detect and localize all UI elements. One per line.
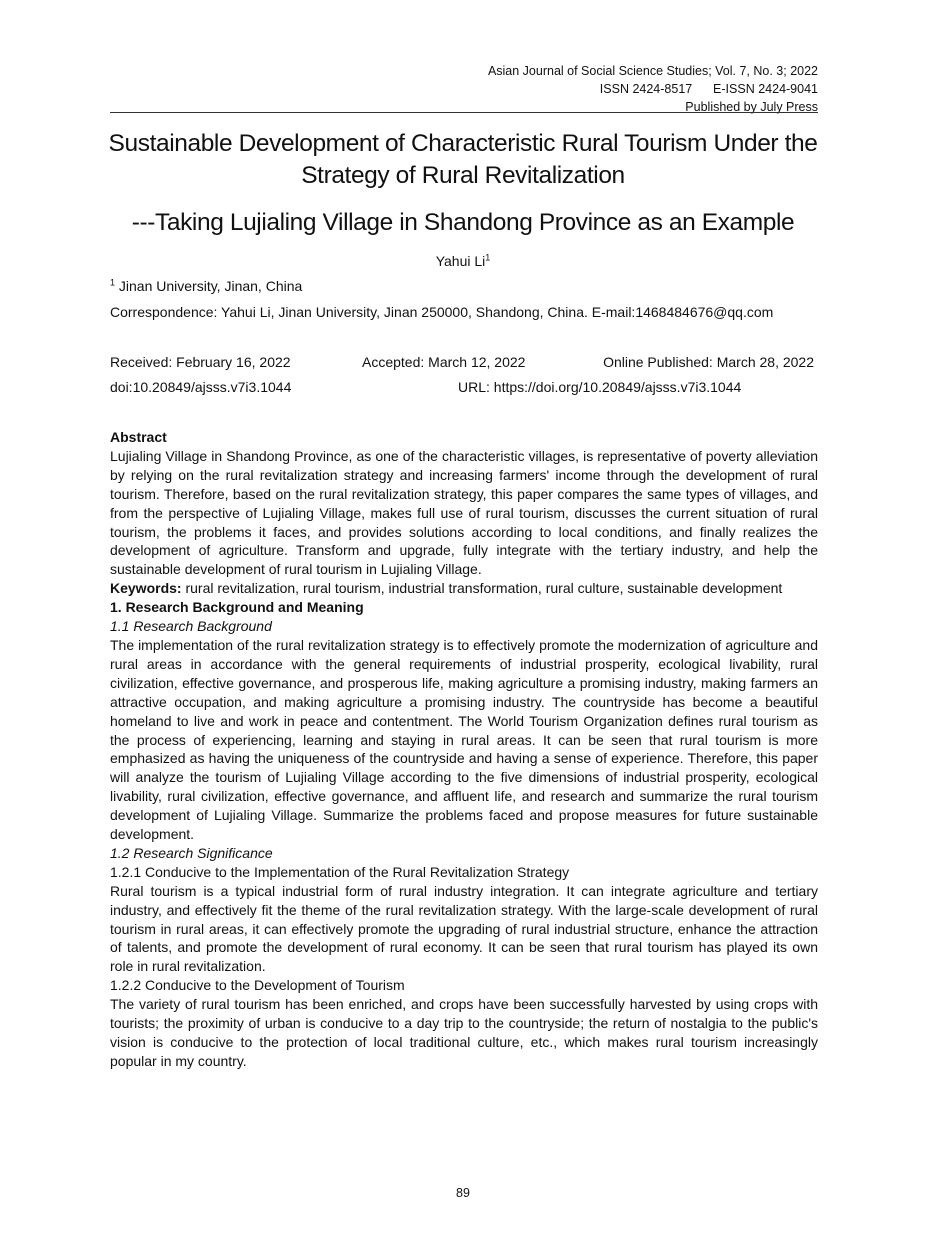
abstract-text: Lujialing Village in Shandong Province, as one of the characteristic villages, is representative of poverty alleviation by relying on the rural revitalization strategy and increasing farmers' income through the development of rural tourism. Therefore, based on the rural revitalization strategy, this paper compares the same types of villages, and from the perspective of Lujialing Village, makes full use of rural tourism, discusses the current situation of rural tourism, the problems it faces, and provides solutions according to local conditions, and finally realizes the development of agriculture. Transform and upgrade, fully integrate with the tertiary industry, and help the sustainable development of rural tourism in Lujialing Village. [110, 447, 818, 578]
section-1-2-2-text: The variety of rural tourism has been enriched, and crops have been successfully harvested by using crops with tourists; the proximity of urban is conducive to a day trip to the countryside; the return of nostalgia to the public's vision is conducive to the protection of local traditional culture, etc., which makes rural tourism increasingly popular in my country. [110, 996, 818, 1069]
keywords-text: rural revitalization, rural tourism, industrial transformation, rural culture, sustainable development [181, 580, 783, 597]
page-number: 89 [456, 1186, 470, 1200]
section-1-2-heading: 1.2 Research Significance [110, 844, 273, 861]
keywords [110, 579, 818, 598]
accepted-date: Accepted: March 12, 2022 [362, 354, 526, 370]
published-date: Online Published: March 28, 2022 [603, 354, 814, 370]
doi: doi:10.20849/ajsss.v7i3.1044 [110, 379, 292, 395]
section-1-1-heading: 1.1 Research Background [110, 618, 272, 635]
section-1-1-text: The implementation of the rural revitalization strategy is to effectively promote the modernization of agriculture and rural areas in accordance with the general requirements of industrial prosperity, ecological livability, rural civilization, effective governance, and prosperous life, making agriculture a promising industry, making farmers an attractive occupation, and making agriculture a promising industry. The countryside has become a beautiful homeland to live and work in peace and contentment. The World Tourism Organization defines rural tourism as the process of experiencing, learning and staying in rural areas. It can be seen that rural tourism is more emphasized as having the uniqueness of the countryside and having a sense of experience. Therefore, this paper will analyze the tourism of Lujialing Village according to the five dimensions of industrial prosperity, ecological livability, rural civilization, effective governance, and affluent life, and research and summarize the rural tourism development of Lujialing Village. Summarize the problems faced and propose measures for future sustainable development. [110, 636, 818, 843]
section-1-2-2-heading: 1.2.2 Conducive to the Development of Tourism [110, 977, 405, 994]
keywords-label: Keywords: [110, 580, 182, 597]
affiliation-sup: 1 [110, 277, 116, 288]
paper-title: Sustainable Development of Characteristic Rural Tourism Under the Strategy of Rural Revitalization [108, 130, 818, 189]
abstract-heading: Abstract [110, 429, 167, 445]
journal-citation: Asian Journal of Social Science Studies; Vol. 7, No. 3; 2022 [487, 64, 818, 78]
journal-issn: ISSN 2424-8517 E-ISSN 2424-9041 [599, 82, 818, 96]
author-name: Yahui Li [435, 253, 486, 269]
author [0, 253, 926, 269]
section-1-heading: 1. Research Background and Meaning [110, 599, 364, 616]
journal-header [488, 62, 818, 116]
paper-subtitle: ---Taking Lujialing Village in Shandong Province as an Example [131, 209, 795, 236]
affiliation-text: Jinan University, Jinan, China [118, 278, 303, 294]
section-1-2-1-text: Rural tourism is a typical industrial form of rural industry integration. It can integrate agriculture and tertiary industry, and effectively fit the theme of the rural revitalization strategy. With the large-scale development of rural tourism in rural areas, it can effectively promote the upgrading of rural industrial structure, enhance the attraction of talents, and promote the development of rural economy. It can be seen that rural tourism has played its own role in rural revitalization. [110, 882, 818, 975]
journal-publisher: Published by July Press [685, 100, 818, 114]
received-date: Received: February 16, 2022 [110, 354, 291, 370]
body-text [110, 428, 818, 1071]
affiliation [110, 278, 302, 294]
correspondence: Correspondence: Yahui Li, Jinan University, Jinan 250000, Shandong, China. E-mail:1468484676@qq.com [110, 304, 774, 320]
section-1-2-1-heading: 1.2.1 Conducive to the Implementation of the Rural Revitalization Strategy [110, 863, 570, 880]
doi-url[interactable]: URL: https://doi.org/10.20849/ajsss.v7i3.1044 [458, 379, 742, 395]
author-sup: 1 [485, 252, 491, 263]
header-rule [110, 112, 818, 113]
